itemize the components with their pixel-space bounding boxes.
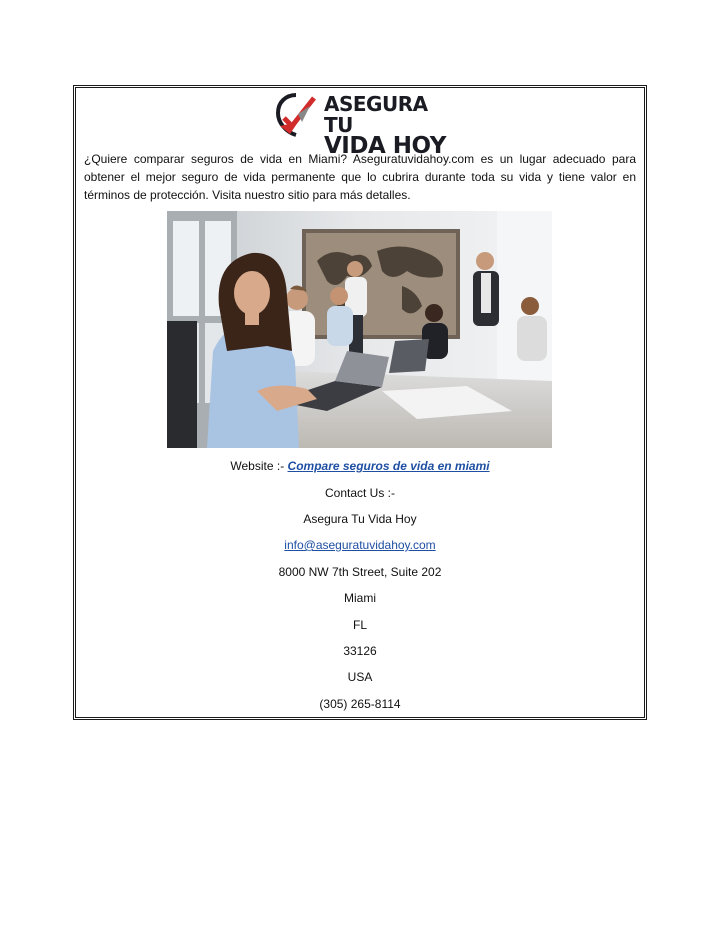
intro-paragraph: ¿Quiere comparar seguros de vida en Miami? Aseguratuvidahoy.com es un lugar adecuado para obtener el mejor seguro de vida permanente que lo cubrira durante toda su vida y tiene valor en términos de protección. Visita nuestro sitio para más detalles. xyxy=(84,152,636,202)
contact-heading: Contact Us :- xyxy=(324,486,396,500)
logo-line-2: VIDA HOY xyxy=(324,133,446,159)
state: FL xyxy=(352,618,367,632)
company-name: Asegura Tu Vida Hoy xyxy=(303,512,417,526)
city: Miami xyxy=(344,591,376,605)
website-label: Website :- xyxy=(230,459,288,473)
website-link[interactable]: Compare seguros de vida en miami xyxy=(287,459,490,473)
office-meeting-photo xyxy=(167,211,552,448)
website-line xyxy=(76,458,644,474)
phone-number: (305) 265-8114 xyxy=(319,697,401,711)
logo-line-1: ASEGURA TU xyxy=(324,92,428,137)
email-line xyxy=(76,537,644,553)
company-logo[interactable] xyxy=(272,92,448,159)
logo-text xyxy=(324,94,448,157)
street-address: 8000 NW 7th Street, Suite 202 xyxy=(278,565,442,579)
country: USA xyxy=(347,670,373,684)
email-link[interactable]: info@aseguratuvidahoy.com xyxy=(284,538,436,552)
zip-code: 33126 xyxy=(343,644,377,658)
shield-check-icon xyxy=(272,92,320,138)
